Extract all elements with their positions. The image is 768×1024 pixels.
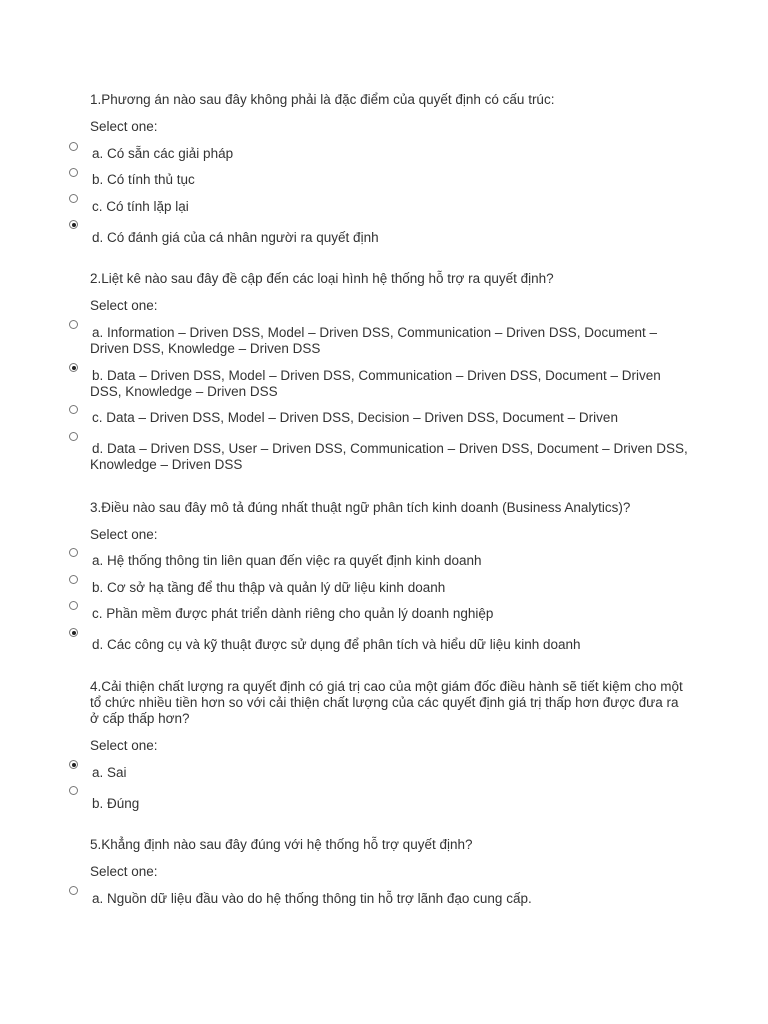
question-4-option-a-label[interactable]: a. Sai [92, 765, 127, 780]
question-4-option-b-radio[interactable] [69, 786, 78, 795]
question-3-prompt: Select one: [90, 527, 158, 542]
question-1-option-d-radio[interactable] [69, 220, 78, 229]
question-2-option-d-label[interactable]: d. Data – Driven DSS, User – Driven DSS, Communication – Driven DSS, Document – Driven DSS, Knowledge – Driven DSS [90, 441, 688, 472]
question-1-option-c-radio[interactable] [69, 194, 78, 203]
question-1-option-d-label[interactable]: d. Có đánh giá của cá nhân người ra quyết định [92, 230, 379, 245]
question-1-text: 1.Phương án nào sau đây không phải là đặc điểm của quyết định có cấu trúc: [90, 92, 555, 107]
question-1-option-b-label[interactable]: b. Có tính thủ tục [92, 172, 195, 187]
question-2-option-a-radio[interactable] [69, 320, 78, 329]
question-2-option-a-label[interactable]: a. Information – Driven DSS, Model – Driven DSS, Communication – Driven DSS, Document – Driven DSS, Knowledge – Driven DSS [90, 325, 657, 356]
question-2-option-b-radio[interactable] [69, 363, 78, 372]
question-2-option-b-label[interactable]: b. Data – Driven DSS, Model – Driven DSS, Communication – Driven DSS, Document – Driven DSS, Knowledge – Driven DSS [90, 368, 661, 399]
question-3-option-a-label[interactable]: a. Hệ thống thông tin liên quan đến việc ra quyết định kinh doanh [92, 553, 482, 568]
question-4-prompt: Select one: [90, 738, 158, 753]
question-3-option-d-radio[interactable] [69, 628, 78, 637]
question-4-option-a-radio[interactable] [69, 760, 78, 769]
question-1-option-a-radio[interactable] [69, 142, 78, 151]
question-3-option-b-radio[interactable] [69, 575, 78, 584]
question-2-option-d-radio[interactable] [69, 432, 78, 441]
question-3-option-c-label[interactable]: c. Phần mềm được phát triển dành riêng cho quản lý doanh nghiệp [92, 606, 494, 621]
question-4-option-b-label[interactable]: b. Đúng [92, 796, 140, 811]
question-1-option-a-label[interactable]: a. Có sẵn các giải pháp [92, 146, 234, 161]
question-1-option-c-label[interactable]: c. Có tính lặp lại [92, 199, 189, 214]
question-3-option-d-label[interactable]: d. Các công cụ và kỹ thuật được sử dụng để phân tích và hiểu dữ liệu kinh doanh [92, 637, 581, 652]
question-1-option-b-radio[interactable] [69, 168, 78, 177]
question-4-text: 4.Cải thiện chất lượng ra quyết định có giá trị cao của một giám đốc điều hành sẽ tiết kiệm cho một tổ chức nhiều tiền hơn so với cải thiện chất lượng của các quyết định giá trị thấp hơn được đưa ra ở cấp thấp hơn? [90, 679, 683, 726]
question-1-prompt: Select one: [90, 119, 158, 134]
question-5-prompt: Select one: [90, 864, 158, 879]
question-5-option-a-label[interactable]: a. Nguồn dữ liệu đầu vào do hệ thống thông tin hỗ trợ lãnh đạo cung cấp. [92, 891, 532, 906]
question-5-text: 5.Khẳng định nào sau đây đúng với hệ thống hỗ trợ quyết định? [90, 837, 473, 852]
question-2-prompt: Select one: [90, 298, 158, 313]
question-3-option-b-label[interactable]: b. Cơ sở hạ tầng để thu thập và quản lý dữ liệu kinh doanh [92, 580, 446, 595]
question-2-text: 2.Liệt kê nào sau đây đề cập đến các loại hình hệ thống hỗ trợ ra quyết định? [90, 271, 554, 286]
question-2-option-c-radio[interactable] [69, 405, 78, 414]
question-3-option-c-radio[interactable] [69, 601, 78, 610]
question-3-option-a-radio[interactable] [69, 548, 78, 557]
question-2-option-c-label[interactable]: c. Data – Driven DSS, Model – Driven DSS, Decision – Driven DSS, Document – Driven [92, 410, 618, 425]
question-3-text: 3.Điều nào sau đây mô tả đúng nhất thuật ngữ phân tích kinh doanh (Business Analytics)? [90, 500, 631, 515]
question-5-option-a-radio[interactable] [69, 886, 78, 895]
